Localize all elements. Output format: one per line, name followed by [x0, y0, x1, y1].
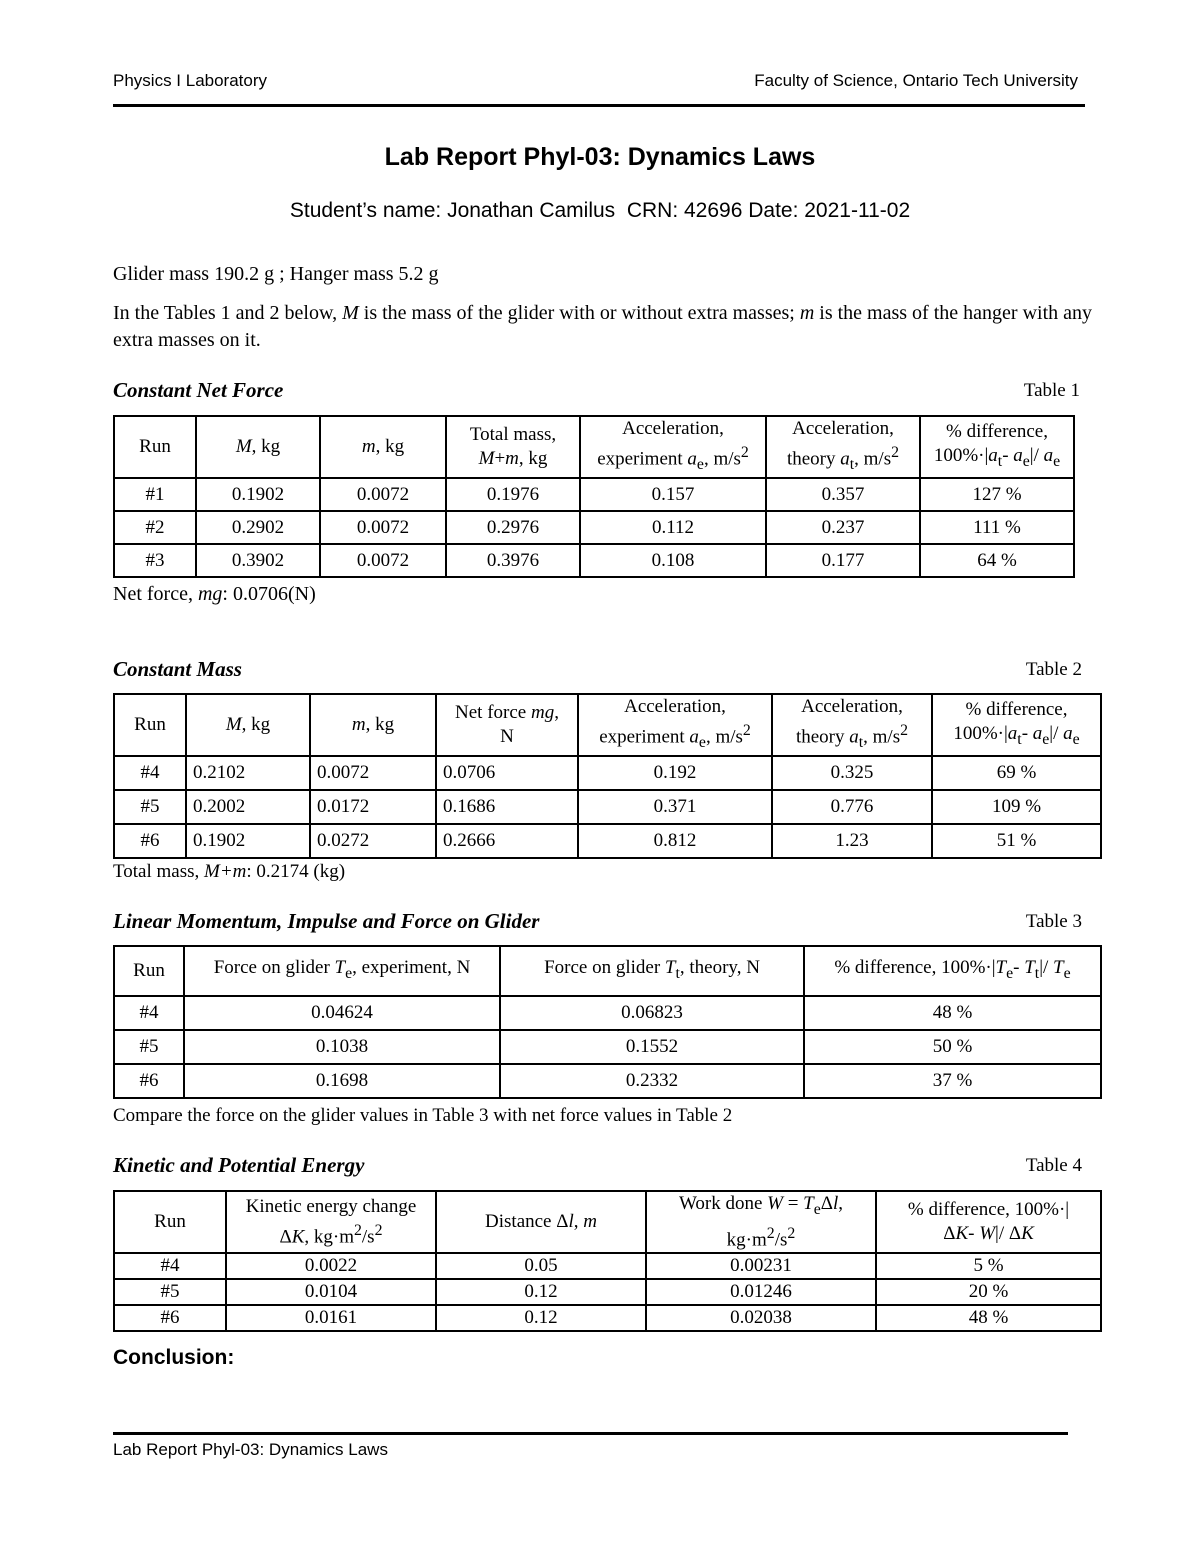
table4-cell: 0.0104	[226, 1279, 436, 1305]
table2-cell: 0.0706	[436, 756, 578, 790]
table2-cell: #5	[114, 790, 186, 824]
table2-note-prefix: Total mass,	[113, 861, 205, 882]
student-line: Student’s name: Jonathan Camilus CRN: 42696 Date: 2021-11-02	[289, 199, 911, 222]
table4-header-work: Work done $W = T_e\Delta l$, $kg\cdot m^2/s^2$	[646, 1191, 876, 1253]
running-header-left: Physics I Laboratory	[113, 71, 268, 90]
table4-cell: 0.02038	[646, 1305, 876, 1331]
table4-cell: 20 %	[876, 1279, 1101, 1305]
table2-note	[113, 861, 345, 883]
table1-cell: 0.357	[766, 478, 920, 511]
table-row	[114, 511, 1074, 544]
table3-cell: #5	[114, 1030, 184, 1064]
table1-cell: 0.177	[766, 544, 920, 577]
table1-cell: #3	[114, 544, 196, 577]
table2-cell: 0.2002	[186, 790, 310, 824]
running-header-right: Faculty of Science, Ontario Tech University	[754, 71, 1078, 90]
table2-header-row	[114, 694, 1101, 756]
table2-header-accel-exp: Acceleration, experiment $a_e$, $m/s^2$	[578, 694, 772, 756]
table-row	[114, 996, 1101, 1030]
table2-section-title: Constant Mass	[113, 657, 242, 681]
table1-header-accel-theory: Acceleration, theory $a_t$, $m/s^2$	[766, 416, 920, 478]
table1-note-value: : 0.0706(N)	[222, 583, 316, 605]
table-row	[114, 790, 1101, 824]
table1-cell: 0.112	[580, 511, 766, 544]
table4-header-row	[114, 1191, 1101, 1253]
table2-cell: 0.1686	[436, 790, 578, 824]
table4-label: Table 4	[1025, 1155, 1082, 1176]
table1-cell: 0.2976	[446, 511, 580, 544]
table1-note-prefix: Net force,	[113, 583, 198, 605]
table2-cell: 0.2666	[436, 824, 578, 858]
table2-header-M: M, kg	[186, 694, 310, 756]
table2-cell: 0.812	[578, 824, 772, 858]
table1-header-accel-exp: Acceleration, experiment $a_e$, $m/s^2$	[580, 416, 766, 478]
table1-header-run: Run	[114, 416, 196, 478]
table1-cell: 0.2902	[196, 511, 320, 544]
table1-cell: 0.1902	[196, 478, 320, 511]
table1-cell: 0.0072	[320, 478, 446, 511]
table1-header-pct-diff: % difference, $100\%\cdot|a_t-$ $a_e|/$ $a_e$	[920, 416, 1074, 478]
table1-cell: 0.108	[580, 544, 766, 577]
table1-cell: 0.3976	[446, 544, 580, 577]
table1-label: Table 1	[1023, 380, 1080, 401]
table3-header-row	[114, 946, 1101, 996]
table3	[113, 945, 1102, 1099]
table2-label: Table 2	[1025, 659, 1082, 680]
table4-cell: 5 %	[876, 1253, 1101, 1279]
table4-cell: 0.0161	[226, 1305, 436, 1331]
table1-section-title: Constant Net Force	[113, 378, 284, 402]
table3-cell: #6	[114, 1064, 184, 1098]
table4-header-kinetic: Kinetic energy change ΔK, $kg\cdot m^2/s^2$	[226, 1191, 436, 1253]
table1-cell: 0.1976	[446, 478, 580, 511]
table2-cell: 0.0072	[310, 756, 436, 790]
table1-cell: 0.3902	[196, 544, 320, 577]
table-row	[114, 756, 1101, 790]
table1-cell: 111 %	[920, 511, 1074, 544]
table2-cell: #6	[114, 824, 186, 858]
table3-cell: #4	[114, 996, 184, 1030]
table1-cell: 0.0072	[320, 544, 446, 577]
table2-cell: 0.0172	[310, 790, 436, 824]
table4-header-distance: Distance Δl, m	[436, 1191, 646, 1253]
table1-cell: 0.0072	[320, 511, 446, 544]
table-row	[114, 1253, 1101, 1279]
table-row	[114, 1030, 1101, 1064]
table2-cell: 0.192	[578, 756, 772, 790]
table2-cell: 51 %	[932, 824, 1101, 858]
table1-cell: 0.237	[766, 511, 920, 544]
table4-section-title: Kinetic and Potential Energy	[113, 1153, 365, 1177]
masses-line: Glider mass 190.2 g ; Hanger mass 5.2 g	[113, 263, 439, 285]
table2-cell: 0.325	[772, 756, 932, 790]
table4	[113, 1190, 1102, 1332]
table3-section-title: Linear Momentum, Impulse and Force on Glider	[113, 909, 540, 933]
table2	[113, 693, 1102, 859]
table3-cell: 0.2332	[500, 1064, 804, 1098]
table4-cell: #4	[114, 1253, 226, 1279]
table2-header-pct-diff: % difference, $100\%\cdot|a_t-$ $a_e|/$ $a_e$	[932, 694, 1101, 756]
table3-cell: 37 %	[804, 1064, 1101, 1098]
table2-note-var: M+m	[204, 861, 247, 882]
table3-note: Compare the force on the glider values in Table 3 with net force values in Table 2	[113, 1105, 733, 1126]
table-row	[114, 1305, 1101, 1331]
table-row	[114, 1064, 1101, 1098]
table1-cell: #1	[114, 478, 196, 511]
table3-cell: 48 %	[804, 996, 1101, 1030]
running-footer: Lab Report Phyl-03: Dynamics Laws	[113, 1440, 388, 1459]
table4-cell: 0.05	[436, 1253, 646, 1279]
table-row	[114, 1279, 1101, 1305]
table4-cell: #5	[114, 1279, 226, 1305]
table1-cell: 127 %	[920, 478, 1074, 511]
table4-cell: 48 %	[876, 1305, 1101, 1331]
table2-cell: 109 %	[932, 790, 1101, 824]
table2-cell: 0.371	[578, 790, 772, 824]
table3-cell: 0.1552	[500, 1030, 804, 1064]
table-row	[114, 824, 1101, 858]
table1	[113, 415, 1075, 578]
table4-header-pct-diff: % difference, 100%·| ΔK- W|/ ΔK	[876, 1191, 1101, 1253]
page-title: Lab Report Phyl-03: Dynamics Laws	[384, 143, 816, 171]
table3-header-pct-diff: % difference, $100\%\cdot|T_e-$ $T_t|/$ $T_e$	[804, 946, 1101, 996]
table2-header-accel-theory: Acceleration, theory $a_t$, $m/s^2$	[772, 694, 932, 756]
table3-cell: 0.1698	[184, 1064, 500, 1098]
table2-cell: 0.1902	[186, 824, 310, 858]
table1-header-row	[114, 416, 1074, 478]
table-row	[114, 544, 1074, 577]
table4-cell: 0.0022	[226, 1253, 436, 1279]
table2-header-m: m, kg	[310, 694, 436, 756]
table2-header-net-force: Net force mg, N	[436, 694, 578, 756]
table1-header-total-mass: Total mass, M+m, kg	[446, 416, 580, 478]
table2-note-value: : 0.2174 (kg)	[246, 861, 346, 882]
table3-header-run: Run	[114, 946, 184, 996]
table1-header-M: M, kg	[196, 416, 320, 478]
table4-cell: 0.01246	[646, 1279, 876, 1305]
intro-paragraph: In the Tables 1 and 2 below, M is the mass of the glider with or without extra masses; m is the mass of the hanger with any extra masses on it.	[113, 302, 1092, 351]
header-rule	[113, 104, 1085, 107]
table3-header-force-exp: Force on glider $T_e$, experiment, N	[184, 946, 500, 996]
table4-cell: 0.00231	[646, 1253, 876, 1279]
table2-cell: 1.23	[772, 824, 932, 858]
table4-header-run: Run	[114, 1191, 226, 1253]
table1-note-var: mg	[197, 583, 223, 605]
table3-label: Table 3	[1025, 911, 1082, 932]
table1-note	[113, 583, 316, 606]
table4-cell: #6	[114, 1305, 226, 1331]
footer-rule	[113, 1432, 1068, 1435]
table2-cell: 69 %	[932, 756, 1101, 790]
table3-cell: 50 %	[804, 1030, 1101, 1064]
table2-cell: 0.0272	[310, 824, 436, 858]
table1-cell: #2	[114, 511, 196, 544]
conclusion-heading: Conclusion:	[113, 1346, 235, 1369]
table3-cell: 0.06823	[500, 996, 804, 1030]
table3-cell: 0.04624	[184, 996, 500, 1030]
table1-cell: 0.157	[580, 478, 766, 511]
table1-header-m: m, kg	[320, 416, 446, 478]
table2-cell: 0.2102	[186, 756, 310, 790]
table3-cell: 0.1038	[184, 1030, 500, 1064]
table-row	[114, 478, 1074, 511]
table4-cell: 0.12	[436, 1279, 646, 1305]
table2-cell: 0.776	[772, 790, 932, 824]
table2-cell: #4	[114, 756, 186, 790]
table4-cell: 0.12	[436, 1305, 646, 1331]
table3-header-force-theory: Force on glider $T_t$, theory, N	[500, 946, 804, 996]
table1-cell: 64 %	[920, 544, 1074, 577]
table2-header-run: Run	[114, 694, 186, 756]
